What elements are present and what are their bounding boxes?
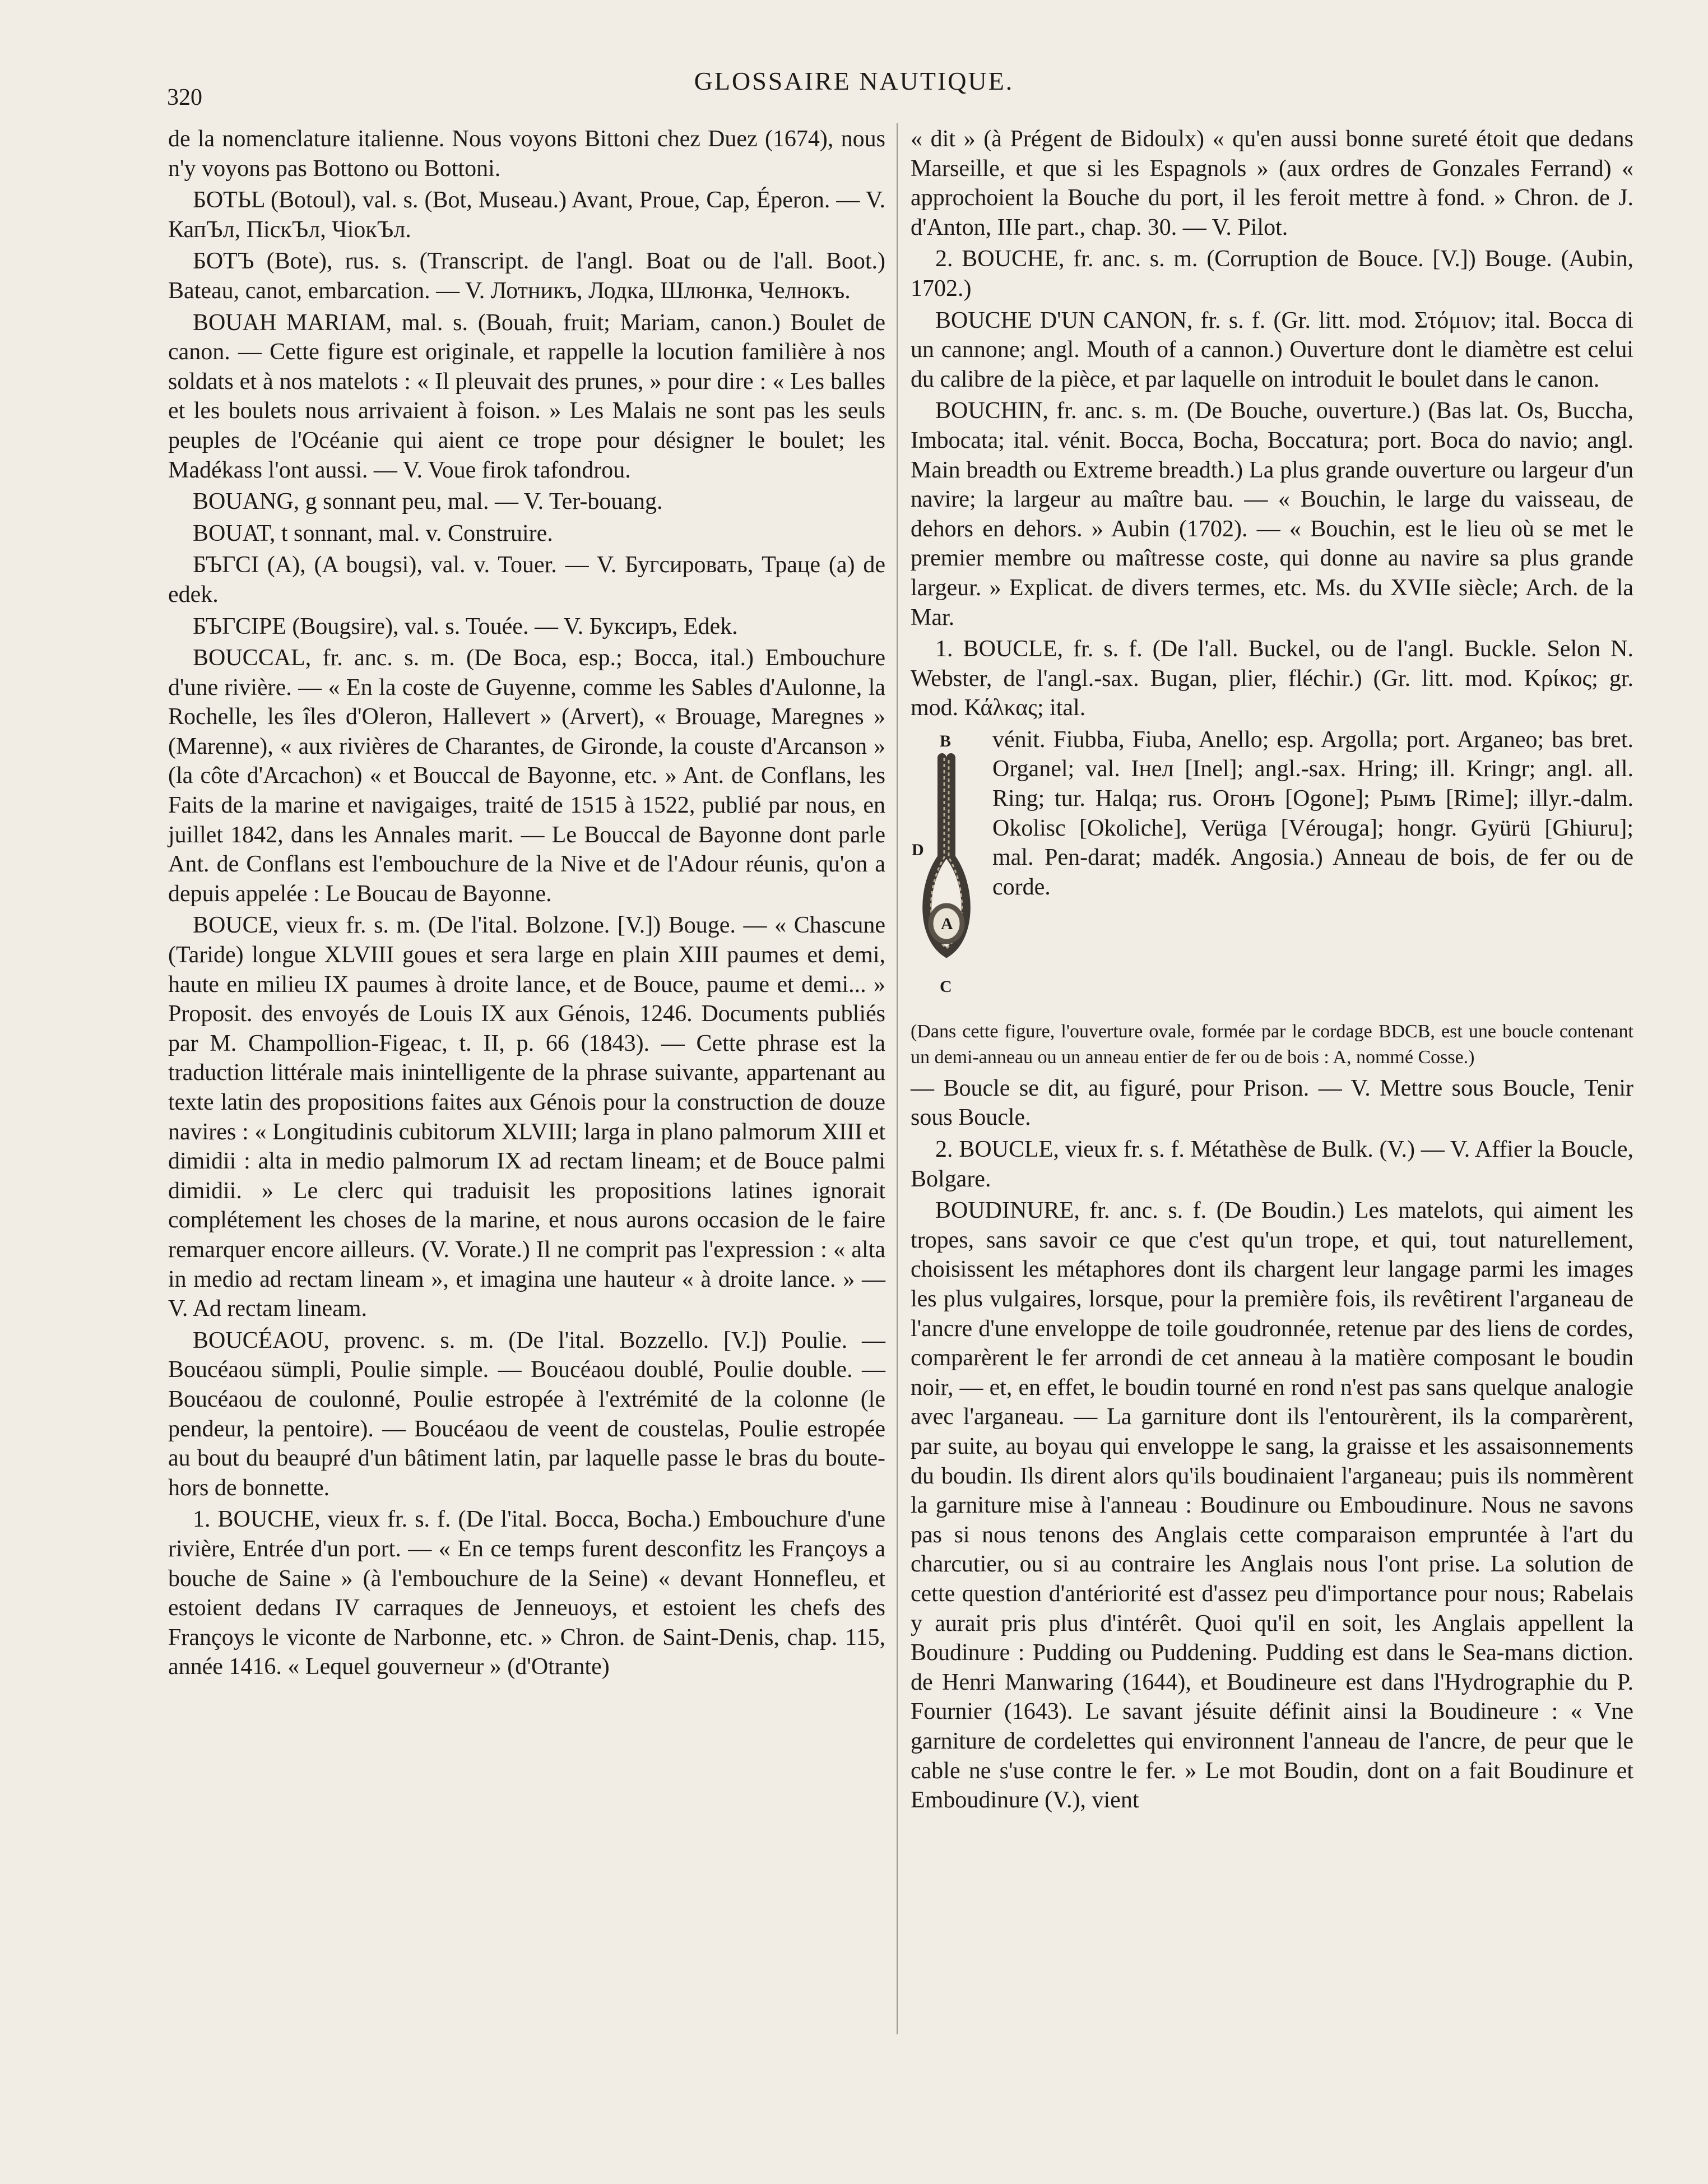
entry-bouchin: BOUCHIN, fr. anc. s. m. (De Bouche, ouverture.) (Bas lat. Os, Buccha, Imbocata; ital. vénit. Bocca, Bocha, Boccatura; port. Boca do navio; angl. Main breadth ou Extreme breadth.) La plus grande ouverture ou largeur d'un navire; la largeur au maître bau. — « Bouchin, le large du vaisseau, de dehors en dehors. » Aubin (1702). — « Bouchin, est le lieu où se met le premier membre ou maîtresse coste, qui donne au navire sa plus grande largeur. » Explicat. de divers termes, etc. Ms. du XVIIe siècle; Arch. de la Mar.	[911, 398, 1633, 630]
left-column	[168, 124, 885, 1684]
figure-caption: (Dans cette figure, l'ouverture ovale, formée par le cordage BDCB, est une boucle contenant un demi-anneau ou un anneau entier de fer ou de bois : A, nommé Cosse.)	[911, 1021, 1633, 1068]
entry-paragraph: « dit » (à Prégent de Bidoulx) « qu'en aussi bonne sureté étoit que dedans Marseille, et que si les Espagnols » (aux ordres de Gonzales Ferrand) « approchoient la Bouche du port, il les feroit mettre à fond. » Chron. de J. d'Anton, IIIe part., chap. 30. — V. Pilot.	[911, 126, 1633, 240]
entry-bouce: BOUCE, vieux fr. s. m. (De l'ital. Bolzone. [V.]) Bouge. — « Chascune (Taride) longue XLVIII goues et sera large en plain XIII paumes et demi, haute en milieu IX paumes à droite lance, et de Bouce, paume et demi... » Proposit. des envoyés de Louis IX aux Génois, 1246. Documents publiés par M. Champollion-Figeac, t. II, p. 66 (1843). — Cette phrase est la traduction littérale mais inintelligente de la phrase suivante, appartenant au texte latin des propositions faites aux Génois pour la construction de douze navires : « Longitudinis cubitorum XLVIII; larga in plano palmorum XIII et dimidii : alta in medio palmorum IX ad rectam lineam; et de Bouce palmi dimidii. » Le clerc qui traduisit les propositions latines ignorait complétement les choses de la marine, et nous aurons occasion de le faire remarquer encore ailleurs. (V. Vorate.) Il ne comprit pas l'expression : « alta in medio ad rectam lineam », et imagina une hauteur « à droite lance. » — V. Ad rectam lineam.	[168, 912, 885, 1322]
entry-bouat: BOUAT, t sonnant, mal. v. Construire.	[193, 520, 553, 546]
rope-loop-figure	[911, 729, 982, 1014]
entry-boudinure: BOUDINURE, fr. anc. s. f. (De Boudin.) Les matelots, qui aiment les tropes, sans savoir ce que c'est qu'un trope, et qui, tout naturellement, choisissent les métaphores dont ils chargent leur langage parmi les images les plus vulgaires, lorsque, pour la première fois, ils revêtirent l'arganeau de l'ancre d'une enveloppe de toile goudronnée, retenue par des liens de cordes, comparèrent le fer arrondi de cet anneau à la matière composant le boudin noir, — et, en effet, le boudin tourné en rond n'est pas sans quelque analogie avec l'arganeau. — La garniture dont ils l'entourèrent, ils la comparèrent, par suite, au boyau qui enveloppe le sang, la graisse et les assaisonnements du boudin. Ils dirent alors qu'ils boudinaient l'arganeau; puis ils nommèrent la garniture mise à l'anneau : Boudinure ou Emboudinure. Nous ne savons pas si nous tenons des Anglais cette comparaison empruntée à l'art du charcutier, ou si au contraire les Anglais nous l'ont prise. La solution de cette question d'antériorité est d'assez peu d'importance pour nous; Rabelais y aurait pris plus d'intérêt. Quoi qu'il en soit, les Anglais appellent la Boudinure : Pudding ou Puddening. Pudding est dans le Sea-mans diction. de Henri Manwaring (1644), et Boudineure est dans l'Hydrographie du P. Fournier (1643). Le savant jésuite définit ainsi la Boudineure : « Vne garniture de cordelettes qui environnent l'anneau de l'ancre, de peur que le cable ne s'use contre le fer. » Le mot Boudin, dont on a fait Boudinure et Emboudinure (V.), vient	[911, 1198, 1633, 1814]
entry-bot-rus: БОТЪ (Bote), rus. s. (Transcript. de l'angl. Boat ou de l'all. Boot.) Bateau, canot, embarcation. — V. Лотникъ, Лодка, Шлюнка, Челнокъ.	[168, 248, 885, 304]
entry-bouang: BOUANG, g sonnant peu, mal. — V. Ter-bouang.	[193, 489, 663, 515]
entry-boucle-2: 2. BOUCLE, vieux fr. s. f. Métathèse de Bulk. (V.) — V. Affier la Boucle, Bolgare.	[911, 1137, 1633, 1192]
figure-label-c: C	[940, 977, 952, 996]
entry-paragraph: de la nomenclature italienne. Nous voyons Bittoni chez Duez (1674), nous n'y voyons pas Bottono ou Bottoni.	[168, 126, 885, 182]
figure-label-b: B	[940, 731, 952, 750]
boucle-equivalents: vénit. Fiubba, Fiuba, Anello; esp. Argolla; port. Arganeo; bas bret. Organel; val. Iнел [Inel]; angl.-sax. Hring; ill. Kringr; angl. all. Ring; tur. Halqa; rus. Огонъ [Ogone]; Рымъ [Rime]; illyr.-dalm. Okolisc [Okoliche], Verüga [Vérouga]; hongr. Gyürü [Ghiuru]; mal. Pen-darat; madék. Angosia.) Anneau de bois, de fer ou de corde.	[992, 726, 1633, 900]
entry-boucle-figurative: — Boucle se dit, au figuré, pour Prison. — V. Mettre sous Boucle, Tenir sous Boucle.	[911, 1075, 1633, 1131]
figure-block	[911, 725, 1633, 1014]
entry-bugsire: БЪГСIРЕ (Bougsire), val. s. Touée. — V. Буксиръ, Edek.	[193, 613, 738, 639]
column-divider	[897, 123, 898, 2034]
entry-bouceaou: BOUCÉAOU, provenc. s. m. (De l'ital. Bozzello. [V.]) Poulie. — Boucéaou sümpli, Poulie simple. — Boucéaou doublé, Poulie double. — Boucéaou de coulonné, Poulie estropée à l'extrémité de la colonne (le pendeur, la pentoire). — Boucéaou de veent de coustelas, Poulie estropée au bout du beaupré d'un bâtiment latin, par laquelle passe le bras du boute-hors de bonnette.	[168, 1327, 885, 1501]
figure-label-d: D	[912, 840, 924, 859]
figure-label-a: A	[941, 914, 953, 933]
entry-boucle-1: 1. BOUCLE, fr. s. f. (De l'all. Buckel, ou de l'angl. Buckle. Selon N. Webster, de l'angl.-sax. Bugan, plier, fléchir.) (Gr. litt. mod. Κρίκος; gr. mod. Κάλκας; ital.	[911, 636, 1633, 721]
entry-bugsi: БЪГСI (A), (A bougsi), val. v. Touer. — V. Бугсировать, Траце (a) de edek.	[168, 552, 885, 608]
entry-botul: БОТЬL (Botoul), val. s. (Bot, Museau.) Avant, Proue, Cap, Éperon. — V. КапЪл, ПiскЪл, ЧiокЪл.	[168, 187, 885, 243]
running-title: GLOSSAIRE NAUTIQUE.	[694, 67, 1014, 95]
entry-bouche-1: 1. BOUCHE, vieux fr. s. f. (De l'ital. Bocca, Bocha.) Embouchure d'une rivière, Entrée d'un port. — « En ce temps furent desconfitz les Françoys a bouche de Saine » (à l'embouchure de la Seine) « devant Honnefleu, et estoient dedans IV carraques de Jenneuoys, et estoient les chefs des Françoys le viconte de Narbonne, etc. » Chron. de Saint-Denis, chap. 115, année 1416. « Lequel gouverneur » (d'Otrante)	[168, 1506, 885, 1680]
entry-bouah-mariam: BOUAH MARIAM, mal. s. (Bouah, fruit; Mariam, canon.) Boulet de canon. — Cette figure est originale, et rappelle la locution familière à nos soldats et à nos matelots : « Il pleuvait des prunes, » pour dire : « Les balles et les boulets nous arrivaient à foison. » Les Malais ne sont pas les seuls peuples de l'Océanie qui aient ce trope pour désigner le boulet; les Madékass l'ont aussi. — V. Voue firok tafondrou.	[168, 309, 885, 483]
right-column	[911, 124, 1633, 1817]
entry-bouche-canon: BOUCHE D'UN CANON, fr. s. f. (Gr. litt. mod. Στόμιον; ital. Bocca di un cannone; angl. Mouth of a cannon.) Ouverture dont le diamètre est celui du calibre de la pièce, et par laquelle on introduit le boulet dans le canon.	[911, 307, 1633, 392]
entry-bouche-2: 2. BOUCHE, fr. anc. s. m. (Corruption de Bouce. [V.]) Bouge. (Aubin, 1702.)	[911, 246, 1633, 302]
entry-bouccal: BOUCCAL, fr. anc. s. m. (De Boca, esp.; Bocca, ital.) Embouchure d'une rivière. — « En la coste de Guyenne, comme les Sables d'Aulonne, la Rochelle, les îles d'Oleron, Hallevert » (Arvert), « Brouage, Maregnes » (Marenne), « aux rivières de Charantes, de Gironde, la couste d'Arcanson » (la côte d'Arcachon) « et Bouccal de Bayonne, etc. » Ant. de Conflans, les Faits de la marine et navigaiges, traité de 1515 à 1522, publié par nous, en juillet 1842, dans les Annales marit. — Le Bouccal de Bayonne dont parle Ant. de Conflans est l'embouchure de la Nive et de l'Adour réunis, qu'on a depuis appelée : Le Boucau de Bayonne.	[168, 645, 885, 907]
page-number: 320	[167, 85, 202, 110]
